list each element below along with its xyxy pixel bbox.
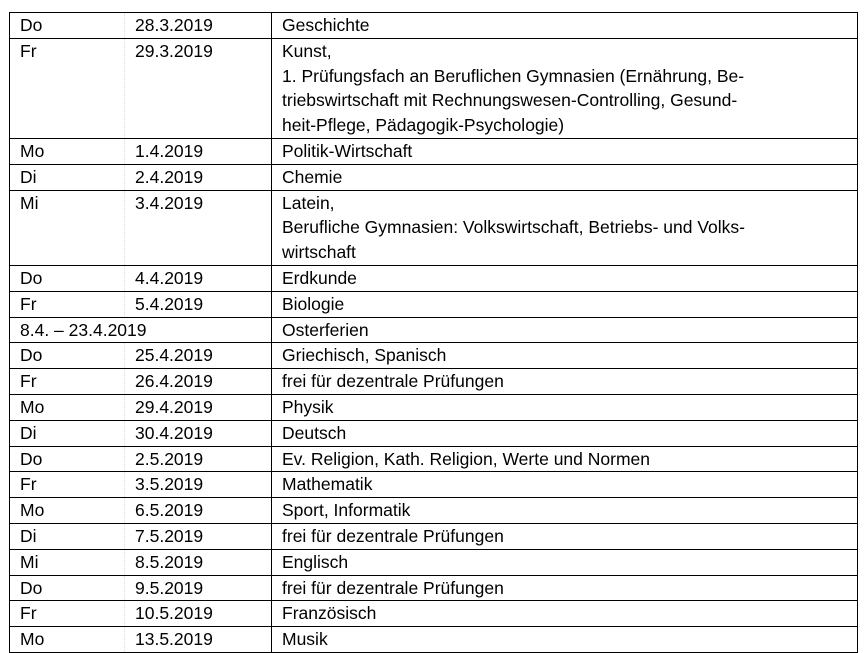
subject-line: Kunst, [282,40,332,61]
weekday-cell: Do [10,265,125,291]
date-cell: 5.4.2019 [125,291,272,317]
subject-line: Politik-Wirtschaft [282,140,413,161]
subject-line: Mathematik [282,474,373,495]
date-cell: 10.5.2019 [125,601,272,627]
subject-cell [272,446,858,472]
subject-cell [272,575,858,601]
subject-line: Latein, [282,192,335,213]
subject-line: frei für dezentrale Prüfungen [282,525,504,546]
subject-line: Deutsch [282,422,347,443]
date-cell: 29.3.2019 [125,38,272,138]
table-row [10,265,858,291]
subject-cell [272,394,858,420]
date-cell: 7.5.2019 [125,523,272,549]
weekday-cell: Mo [10,138,125,164]
subject-cell [272,164,858,190]
table-row [10,420,858,446]
date-cell: 13.5.2019 [125,627,272,653]
table-row [10,446,858,472]
date-cell: 1.4.2019 [125,138,272,164]
weekday-cell: Do [10,343,125,369]
table-row [10,498,858,524]
subject-cell [272,523,858,549]
table-row [10,291,858,317]
subject-cell [272,38,858,138]
table-row [10,317,858,343]
subject-line: Englisch [282,551,349,572]
subject-cell [272,498,858,524]
date-range-cell: 8.4. – 23.4.2019 [10,317,272,343]
subject-cell [272,369,858,395]
date-cell: 29.4.2019 [125,394,272,420]
subject-line: Osterferien [282,319,369,340]
weekday-cell: Mi [10,190,125,265]
weekday-cell: Fr [10,369,125,395]
subject-cell [272,13,858,39]
subject-line: heit-Pflege, Pädagogik-Psychologie) [282,115,565,136]
subject-cell [272,549,858,575]
subject-line: triebswirtschaft mit Rechnungswesen-Controlling, Gesund- [282,90,738,111]
table-row [10,394,858,420]
subject-line: 1. Prüfungsfach an Beruflichen Gymnasien (Ernährung, Be- [282,65,745,86]
table-row [10,601,858,627]
subject-line: frei für dezentrale Prüfungen [282,371,504,392]
subject-line: Musik [282,629,328,650]
table-row [10,575,858,601]
subject-cell [272,343,858,369]
weekday-cell: Fr [10,291,125,317]
weekday-cell: Mo [10,394,125,420]
weekday-cell: Mo [10,627,125,653]
subject-line: Physik [282,396,334,417]
date-cell: 3.4.2019 [125,190,272,265]
weekday-cell: Fr [10,601,125,627]
subject-line: Ev. Religion, Kath. Religion, Werte und Normen [282,448,651,469]
subject-cell [272,420,858,446]
date-cell: 28.3.2019 [125,13,272,39]
subject-cell [272,627,858,653]
table-row [10,38,858,138]
subject-cell [272,190,858,265]
table-row [10,190,858,265]
date-cell: 26.4.2019 [125,369,272,395]
date-cell: 4.4.2019 [125,265,272,291]
table-row [10,523,858,549]
subject-line: frei für dezentrale Prüfungen [282,577,504,598]
weekday-cell: Mi [10,549,125,575]
table-row [10,627,858,653]
weekday-cell: Di [10,523,125,549]
weekday-cell: Mo [10,498,125,524]
weekday-cell: Do [10,13,125,39]
subject-line: wirtschaft [282,242,356,263]
subject-line: Biologie [282,293,345,314]
table-row [10,164,858,190]
date-cell: 2.4.2019 [125,164,272,190]
subject-cell [272,317,858,343]
table-row [10,343,858,369]
subject-line: Geschichte [282,15,370,35]
date-cell: 25.4.2019 [125,343,272,369]
subject-cell [272,472,858,498]
exam-schedule-body [10,13,858,653]
weekday-cell: Di [10,420,125,446]
weekday-cell: Fr [10,38,125,138]
subject-line: Sport, Informatik [282,500,411,521]
date-cell: 2.5.2019 [125,446,272,472]
date-cell: 6.5.2019 [125,498,272,524]
date-cell: 3.5.2019 [125,472,272,498]
subject-line: Chemie [282,166,343,187]
subject-line: Französisch [282,603,377,624]
subject-line: Griechisch, Spanisch [282,345,447,366]
table-row [10,549,858,575]
table-row [10,13,858,39]
table-row [10,369,858,395]
subject-cell [272,265,858,291]
weekday-cell: Do [10,446,125,472]
exam-schedule-table [9,12,858,653]
weekday-cell: Di [10,164,125,190]
date-cell: 8.5.2019 [125,549,272,575]
date-cell: 30.4.2019 [125,420,272,446]
table-row [10,472,858,498]
date-cell: 9.5.2019 [125,575,272,601]
subject-cell [272,291,858,317]
subject-cell [272,601,858,627]
weekday-cell: Fr [10,472,125,498]
subject-line: Erdkunde [282,267,357,288]
weekday-cell: Do [10,575,125,601]
subject-line: Berufliche Gymnasien: Volkswirtschaft, Betriebs- und Volks- [282,217,745,238]
table-row [10,138,858,164]
subject-cell [272,138,858,164]
